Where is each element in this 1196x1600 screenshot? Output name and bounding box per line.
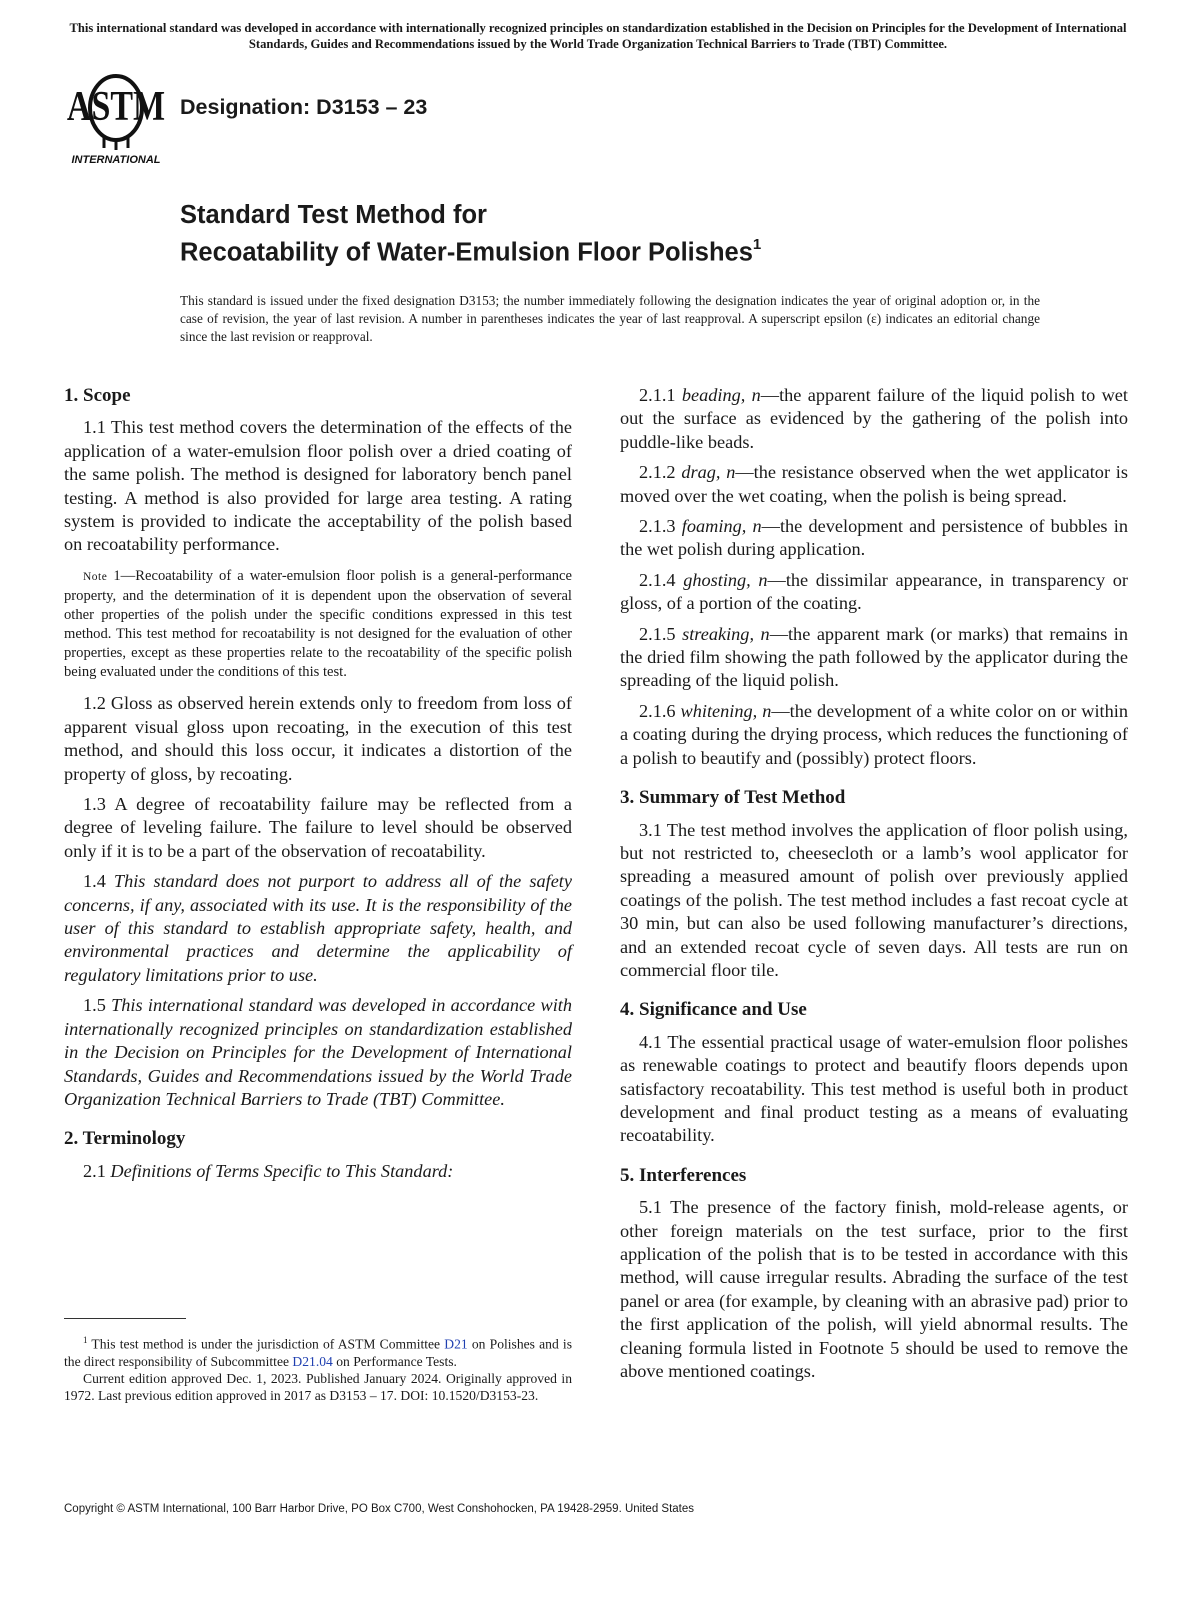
logo-mark-text: ASTM [66,83,166,130]
term-whitening [620,700,1128,770]
paragraph-4-1: 4.1 The essential practical usage of water-emulsion floor polishes as renewable coatings to protect and beautify floors depends upon satisfactory recoatability. This test method is useful both in product development and final product testing as a means of evaluating recoatability. [620,1031,1128,1146]
term-definition: —the development and persistence of bubbles in the wet polish during application. [620,516,1128,560]
term-ghosting [620,569,1128,616]
top-notice: This international standard was developed in accordance with internationally recognized principles on standardization established in the Decision on Principles for the Development of International Standards, Guides and Recommendations issued by the World Trade Organization Technical Barriers to Trade (TBT) Committee. [69,21,1127,51]
paragraph-1-4-text: This standard does not purport to address all of the safety concerns, if any, associated with its use. It is the responsibility of the user of this standard to establish appropriate safety, health, and environmental practices and determine the applicability of regulatory limitations prior to use. [64,871,572,985]
term-name: foaming, n [681,516,762,537]
footnote-line-1 [64,1332,572,1370]
paragraph-1-5-text: This international standard was developed in accordance with internationally recognized principles on standardization established in the Decision on Principles for the Development of International Standards, Guides and Recommendations issued by the World Trade Organization Technical Barriers to Trade (TBT) Committee. [64,995,573,1109]
term-streaking [620,623,1128,693]
paragraph-2-1-number: 2.1 [83,1160,111,1181]
note-text: 1—Recoatability of a water-emulsion floor polish is a general-performance property, and the determination of it is dependent upon the observation of several other properties of the polish under the specific conditions expressed in this test method. This test method for recoatability is not designed for the evaluation of other properties, except as these properties relate to the recoatability of the specific polish being evaluated under the conditions of this test. [64,567,572,681]
footnote-part-3: on Performance Tests. [332,1353,457,1369]
title-footnote-ref[interactable]: 1 [752,236,762,253]
term-number: 2.1.4 [639,569,684,590]
astm-logo [64,70,168,166]
paragraph-1-4 [64,870,572,987]
committee-d21-link[interactable]: D21 [444,1336,468,1352]
footnote-part-2: on Polishes and is the direct responsibility of Subcommittee [64,1336,573,1369]
term-number: 2.1.6 [639,700,681,721]
title-line-2 [180,231,761,269]
term-number: 2.1.2 [639,462,682,483]
term-definition: —the dissimilar appearance, in transparency or gloss, of a portion of the coating. [620,569,1128,614]
paragraph-1-5 [64,994,572,1111]
term-beading [620,384,1128,454]
issued-note: This standard is issued under the fixed designation D3153; the number immediately following the designation indicates the year of original adoption or, in the case of revision, the year of last revision. A number in parentheses indicates the year of last reapproval. A superscript epsilon (ε) indicates an editorial change since the last revision or reapproval. [180,293,1040,344]
term-name: drag, n [681,462,736,483]
note-label: Note [83,570,108,583]
term-name: ghosting, n [683,569,768,590]
term-number: 2.1.1 [639,385,682,405]
footnote-line-2: Current edition approved Dec. 1, 2023. Published January 2024. Originally approved in 1972. Last previous edition approved in 2017 as D3153 – 17. DOI: 10.1520/D3153-23. [64,1370,572,1404]
term-foaming [620,515,1128,562]
title-line-1: Standard Test Method for [180,201,487,229]
section-heading-significance: 4. Significance and Use [620,999,807,1021]
footnote-divider [64,1318,186,1319]
copyright-notice: Copyright © ASTM International, 100 Barr Harbor Drive, PO Box C700, West Conshohocken, PA 19428-2959. United States [64,1503,695,1515]
term-definition: —the development of a white color on or within a coating during the drying process, which reduces the functioning of a polish to beautify and (possibly) protect floors. [620,700,1128,768]
logo-subtext: INTERNATIONAL [71,154,161,166]
astm-logo-icon [64,70,168,166]
paragraph-2-1-text: Definitions of Terms Specific to This Standard: [110,1160,454,1181]
section-heading-scope: 1. Scope [64,385,131,406]
document-title [180,200,761,269]
term-name: whitening, n [680,700,772,721]
paragraph-5-1: 5.1 The presence of the factory finish, mold-release agents, or other foreign materials on the test surface, prior to the first application of the polish that is to be tested in accordance with this method, will cause irregular results. Abrading the surface of the test panel or area (for example, by cleaning with an abrasive pad) prior to the first application of the polish, will yield abnormal results. The cleaning formula listed in Footnote 5 should be used to remove the above mentioned coatings. [620,1197,1128,1382]
paragraph-1-5-number: 1.5 [83,995,112,1016]
footnote-part-1: This test method is under the jurisdiction of ASTM Committee [87,1336,445,1352]
term-number: 2.1.5 [639,623,683,644]
paragraph-1-1: 1.1 This test method covers the determination of the effects of the application of a water-emulsion floor polish over a dried coating of the same polish. The method is designed for laboratory bench panel testing. A method is also provided for large area testing. A rating system is provided to indicate the acceptability of the polish based on recoatability performance. [64,417,572,555]
paragraph-1-4-number: 1.4 [83,871,114,892]
term-definition: —the apparent mark (or marks) that remains in the dried film showing the path followed by the applicator during the spreading of the liquid polish. [620,623,1129,691]
footnote-marker: 1 [83,1335,88,1345]
subcommittee-d21-04-link[interactable]: D21.04 [292,1353,333,1369]
term-name: streaking, n [682,623,770,644]
paragraph-3-1: 3.1 The test method involves the application of floor polish using, but not restricted to, cheesecloth or a lamb’s wool applicator for spreading a measured amount of polish over previously applied coatings of the polish. The test method includes a fast recoat cycle at 30 min, but can also be used following manufacturer’s directions, and an extended recoat cycle of seven days. All tests are run on commercial floor tile. [620,819,1128,980]
designation: Designation: D3153 – 23 [180,95,428,119]
left-column [64,384,572,1190]
paragraph-1-3: 1.3 A degree of recoatability failure may be reflected from a degree of leveling failure. The failure to level should be observed only if it is to be a part of the observation of recoatability. [64,794,572,861]
section-heading-summary: 3. Summary of Test Method [620,787,846,809]
term-name: beading, n [681,385,761,405]
right-column [620,384,1128,1390]
section-heading-interferences: 5. Interferences [620,1164,747,1186]
term-definition: —the resistance observed when the wet applicator is moved over the wet coating, when the polish is being spread. [620,462,1128,506]
paragraph-1-2: 1.2 Gloss as observed herein extends only to freedom from loss of apparent visual gloss upon recoating, in the execution of this test method, and should this loss occur, it indicates a distortion of the property of gloss, by recoating. [64,693,572,784]
paragraph-2-1 [64,1160,572,1183]
section-heading-terminology: 2. Terminology [64,1128,186,1150]
title-line-2-text: Recoatability of Water-Emulsion Floor Polishes [180,238,753,267]
footnote [64,1332,572,1404]
term-number: 2.1.3 [639,516,682,537]
note-1 [64,567,572,683]
term-definition: —the apparent failure of the liquid polish to wet out the surface as evidenced by the gathering of the polish into puddle-like beads. [620,385,1129,452]
term-drag [620,461,1128,508]
